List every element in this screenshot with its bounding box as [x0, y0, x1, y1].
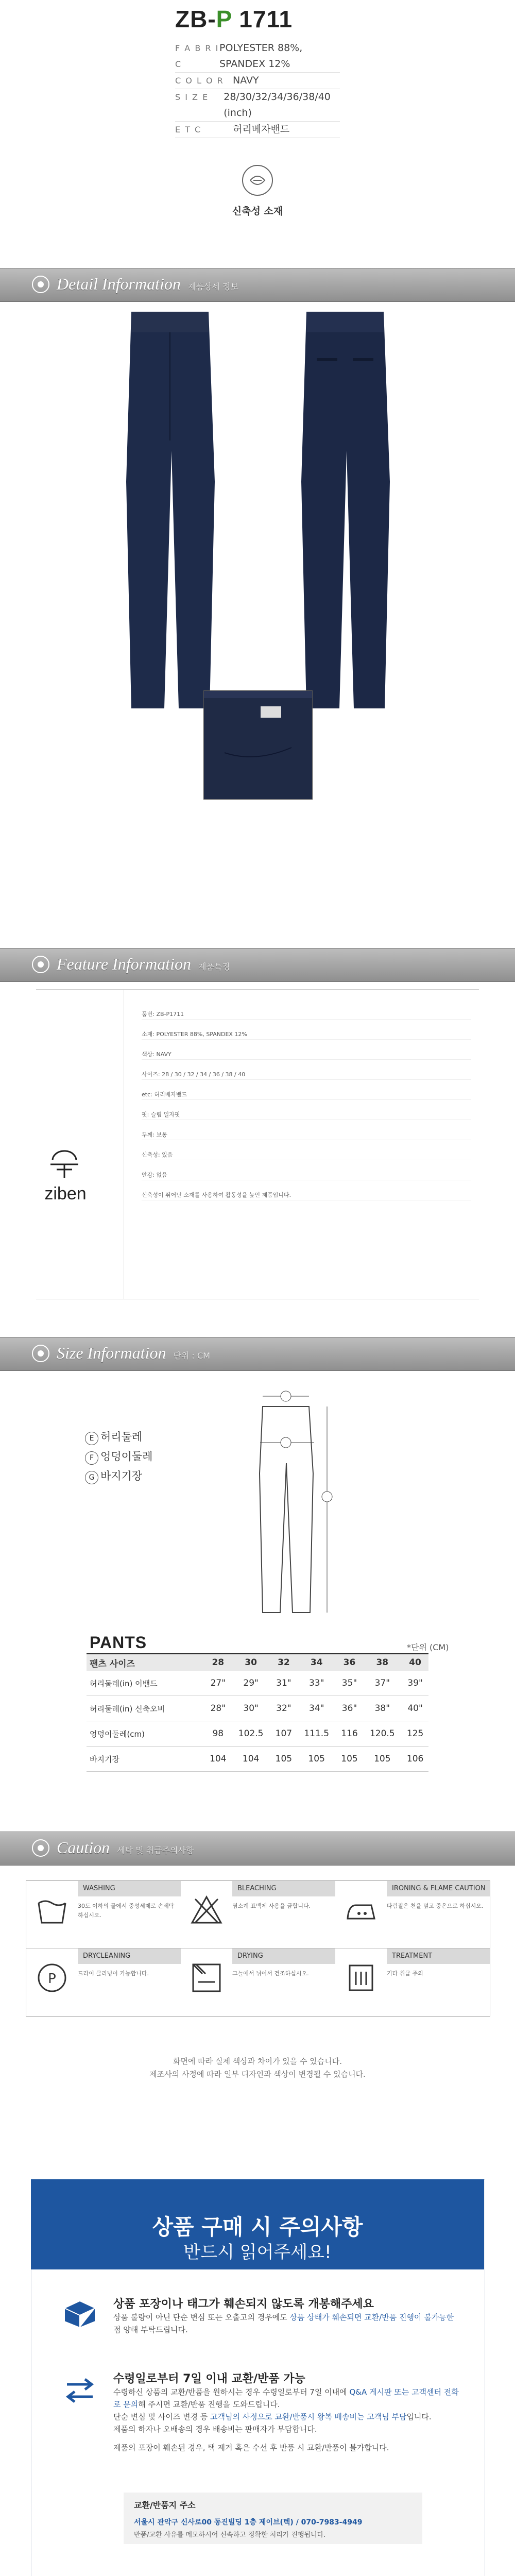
spec-row: E T C 허리베자밴드 — [175, 122, 340, 138]
exchange-arrows-icon — [62, 2375, 98, 2406]
treatment-icon — [345, 1961, 377, 1994]
legend-item: G 바지기장 — [85, 1466, 152, 1486]
iron-icon — [345, 1894, 377, 1927]
caution-note-1: 화면에 따라 실제 색상과 차이가 있을 수 있습니다. — [173, 2057, 342, 2066]
table-header-row: 팬츠 사이즈 28 30 32 34 36 38 40 — [87, 1654, 428, 1671]
table-row: 엉덩이둘레(cm) 98 102.5 107 111.5 116 120.5 125 — [87, 1721, 428, 1747]
size-section-bar — [0, 1337, 515, 1371]
notice-subtitle: 반드시 읽어주세요! — [183, 2242, 332, 2263]
waistband-closeup-image — [203, 690, 313, 800]
detail-title: Detail Information — [57, 275, 181, 293]
legend-item: F 엉덩이둘레 — [85, 1447, 152, 1466]
notice-block-2: 수령일로부터 7일 이내 교환/반품 가능 수령하신 상품의 교환/반품을 원하시는 경우 수령일로부터 7일 이내에 Q&A 게시판 또는 고객센터 전화로 문의해 주시면 교환/반품 진행을 도와드립니다. 단순 변심 및 사이즈 변경 등 고객님의 사정으로 교환/반품시 왕복 배송비는 고객님 부담입니다. 제품의 하자나 오배송의 경우 배송비는 판매자가 부담합니다. 제품의 포장이 훼손된 경우, 택 제거 혹은 수선 후 반품 시 교환/반품이 불가합니다. — [113, 2372, 459, 2452]
table-row: 허리둘레(in) 이밴드 27" 29" 31" 33" 35" 37" 39" — [87, 1671, 428, 1696]
section-icon — [32, 276, 49, 293]
care-drying: DRYING 그늘에서 뉘어서 건조하십시오. — [181, 1948, 335, 2015]
legend-item: E 허리둘레 — [85, 1427, 152, 1447]
stretch-label: 신축성 소재 — [232, 206, 283, 217]
table-row: 허리둘레(in) 신축오비 28" 30" 32" 34" 36" 38" 40" — [87, 1696, 428, 1721]
feature-line: 색상: NAVY — [142, 1050, 471, 1060]
table-row: 바지기장 104 104 105 105 105 105 106 — [87, 1747, 428, 1772]
care-washing: WASHING 30도 이하의 물에서 중성세제로 손세탁 하십시오. — [26, 1881, 181, 1948]
dryclean-icon — [36, 1961, 68, 1994]
feature-line: 핏: 슬림 일자핏 — [142, 1110, 471, 1120]
size-subtitle: 단위 : CM — [173, 1351, 210, 1361]
svg-text:P: P — [48, 1971, 56, 1987]
feature-section-bar — [0, 948, 515, 982]
section-icon — [32, 956, 49, 973]
spec-row: F A B R I C POLYESTER 88%, SPANDEX 12% — [175, 40, 340, 73]
caution-title: Caution — [57, 1838, 110, 1857]
size-title: Size Information — [57, 1344, 166, 1362]
no-bleach-icon — [190, 1894, 223, 1927]
size-table — [87, 1653, 428, 1772]
feature-list — [142, 1010, 471, 1211]
spec-row: C O L O R NAVY — [175, 73, 340, 89]
unit-note: *단위 (CM) — [407, 1642, 449, 1652]
notice-block-1: 상품 포장이나 태그가 훼손되지 않도록 개봉해주세요 상품 불량이 아닌 단순 변심 또는 오출고의 경우에도 상품 상태가 훼손되면 교환/반품 진행이 불가능한 점 양해 부탁드립니다. — [113, 2298, 454, 2334]
section-icon — [32, 1345, 49, 1362]
care-grid — [26, 1880, 490, 2016]
model-number: ZB-P 1711 — [175, 6, 293, 32]
brand-name: ziben — [44, 1184, 87, 1204]
notice-title: 상품 구매 시 주의사항 — [152, 2214, 363, 2240]
caution-section-bar — [0, 1832, 515, 1866]
spec-row: S I Z E 28/30/32/34/36/38/40 (inch) — [175, 89, 340, 122]
caution-subtitle: 세탁 및 취급주의사항 — [117, 1845, 194, 1855]
feature-title: Feature Information — [57, 955, 191, 973]
care-treatment: TREATMENT 기타 취급 주의 — [335, 1948, 490, 2015]
feature-line: 신축성: 있음 — [142, 1150, 471, 1160]
feature-line: 안감: 없음 — [142, 1171, 471, 1180]
washing-icon — [36, 1894, 68, 1927]
return-address-box: 교환/반품지 주소 서울시 관악구 신사로00 동진빌딩 1층 제이브(텍) / 070-7983-4949 반품/교환 사유를 메모하시어 신속하고 정확한 처리가 진행됩니다. — [124, 2493, 422, 2544]
feature-line: 두께: 보통 — [142, 1130, 471, 1140]
detail-section-bar — [0, 268, 515, 302]
feature-line: 품번: ZB-P1711 — [142, 1010, 471, 1020]
care-drycleaning: P DRYCLEANING 드라이 클리닝이 가능합니다. — [26, 1948, 181, 2015]
pants-table-title: PANTS — [90, 1633, 147, 1652]
feature-line: 소재: POLYESTER 88%, SPANDEX 12% — [142, 1030, 471, 1040]
caution-note-2: 제조사의 사정에 따라 일부 디자인과 색상이 변경될 수 있습니다. — [149, 2070, 366, 2079]
pants-front-image — [121, 312, 219, 708]
pants-measure-diagram — [232, 1386, 355, 1618]
shade-dry-icon — [190, 1961, 223, 1994]
feature-line: etc: 허리베자밴드 — [142, 1090, 471, 1100]
box-icon — [62, 2298, 98, 2329]
section-icon — [32, 1839, 49, 1857]
stretch-icon — [242, 165, 273, 196]
care-ironing: IRONING & FLAME CAUTION 다림질은 천을 덮고 중온으로 하십시오. — [335, 1881, 490, 1948]
size-legend — [85, 1427, 152, 1486]
ziben-logo-icon — [46, 1149, 82, 1179]
detail-subtitle: 제품상세 정보 — [187, 282, 238, 292]
feature-line: 신축성이 뛰어난 소재를 사용하여 활동성을 높인 제품입니다. — [142, 1191, 471, 1200]
spec-table — [175, 40, 340, 138]
feature-subtitle: 제품특징 — [198, 962, 230, 972]
pants-back-image — [296, 312, 394, 708]
care-bleaching: BLEACHING 염소계 표백제 사용을 금합니다. — [181, 1881, 335, 1948]
feature-line: 사이즈: 28 / 30 / 32 / 34 / 36 / 38 / 40 — [142, 1070, 471, 1080]
